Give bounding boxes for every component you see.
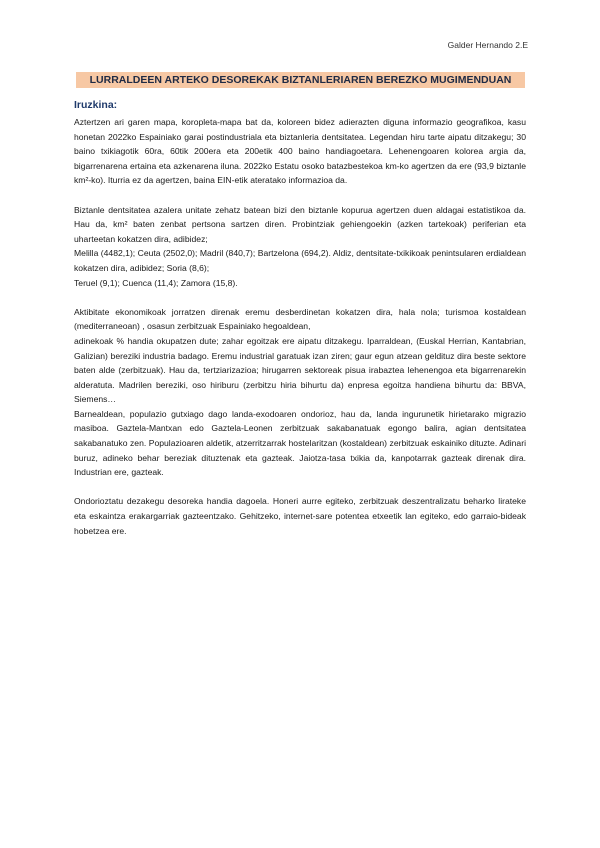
section-heading: Iruzkina: bbox=[74, 99, 118, 111]
paragraph-spacer bbox=[74, 290, 526, 305]
body-text bbox=[74, 115, 526, 538]
paragraph-density-examples-cont: Teruel (9,1); Cuenca (11,4); Zamora (15,8). bbox=[74, 277, 238, 288]
paragraph-spacer bbox=[74, 480, 526, 495]
paragraph-spacer bbox=[74, 188, 526, 203]
paragraph-conclusion: Ondorioztatu dezakegu desoreka handia dagoela. Honeri aurre egiteko, zerbitzuak deszentralizatu beharko lirateke eta eskaintza erakargarriak gazteentzako. Gehitzeko, internet-sare potentea etxeetik lan egiteko, edo garraio-bideak hobetzea ere. bbox=[74, 496, 526, 536]
paragraph-density-examples: Melilla (4482,1); Ceuta (2502,0); Madril (840,7); Bartzelona (694,2). Aldiz, dentsitate-txikikoak penintsularen erdialdean kokatzen dira, adibidez; Soria (8,6); bbox=[74, 248, 526, 273]
document-title: LURRALDEEN ARTEKO DESOREKAK BIZTANLERIAREN BEREZKO MUGIMENDUAN bbox=[76, 72, 525, 88]
paragraph-north-industry: adinekoak % handia okupatzen dute; zahar egoitzak ere aipatu ditzakegu. Iparraldean, (Euskal Herrian, Kantabrian, Galizian) bereziki industria badago. Eremu industrial garatuak izan ziren; gaur egun atzean geldituz dira beste sektore baten alde (zerbitzuak). Hau da, tertziarizazioa; hirugarren sektoreak pisua irabaztea lehenengoa eta bigarrenarekin alderatuta. Madrilen bereziki, oso hiriburu (zerbitzu hiria bihurtu da) enpresa egoitza handiena bihurtu da: BBVA, Siemens… bbox=[74, 335, 526, 405]
paragraph-density-definition: Biztanle dentsitatea azalera unitate zehatz batean bizi den biztanle kopurua agertzen duen aldagai estatistikoa da. Hau da, km² baten zenbat pertsona sartzen diren. Probintziak gehiengoekin (azken tartekoak) periferian eta uharteetan kokatzen dira, adibidez; bbox=[74, 204, 526, 244]
author-name: Galder Hernando 2.E bbox=[447, 40, 528, 50]
paragraph-map-description: Aztertzen ari garen mapa, koropleta-mapa bat da, koloreen bidez adierazten diguna informazio geografikoa, kasu honetan 2022ko Espainiako garai postindustriala eta biztanleria dentsitatea. Legendan hiru tarte aipatu ditzakegu; 30 baino txikiagotik 60ra, 60tik 200era eta 200etik 400 baino handiagoetara. Lehenengoaren kolorea argia da, bigarrenarena ertaina eta azkenarena iluna. 2022ko Estatu osoko batazbestekoa km-ko agertzen da ere (93,9 biztanle km²-ko). Iturria ez da agertzen, baina EIN-etik ateratako informazioa da. bbox=[74, 117, 526, 186]
paragraph-economic-activity: Aktibitate ekonomikoak jorratzen direnak eremu desberdinetan kokatzen dira, hala nola; turismoa kostaldean (mediterraneoan) , osasun zerbitzuak Espainiako hegoaldean, bbox=[74, 306, 526, 332]
paragraph-interior: Barnealdean, populazio gutxiago dago landa-exodoaren ondorioz, hau da, landa ingurunetik hirietarako migrazio masiboa. Gaztela-Mantxan edo Gaztela-Leonen zerbitzuak sakabanatuak egongo balira, agian dentsitatea sakabanatuko zen. Populazioaren aldetik, atzerritzarrak hostelaritzan (kostaldean) zerbitzuak eskainiko dituzte. Adinari buruz, adineko behar bereziak dituztenak eta gazteak. Jaiotza-tasa txikia da, kanpotarrak gazteak direnak dira. Industrian ere, gazteak. bbox=[74, 408, 526, 478]
